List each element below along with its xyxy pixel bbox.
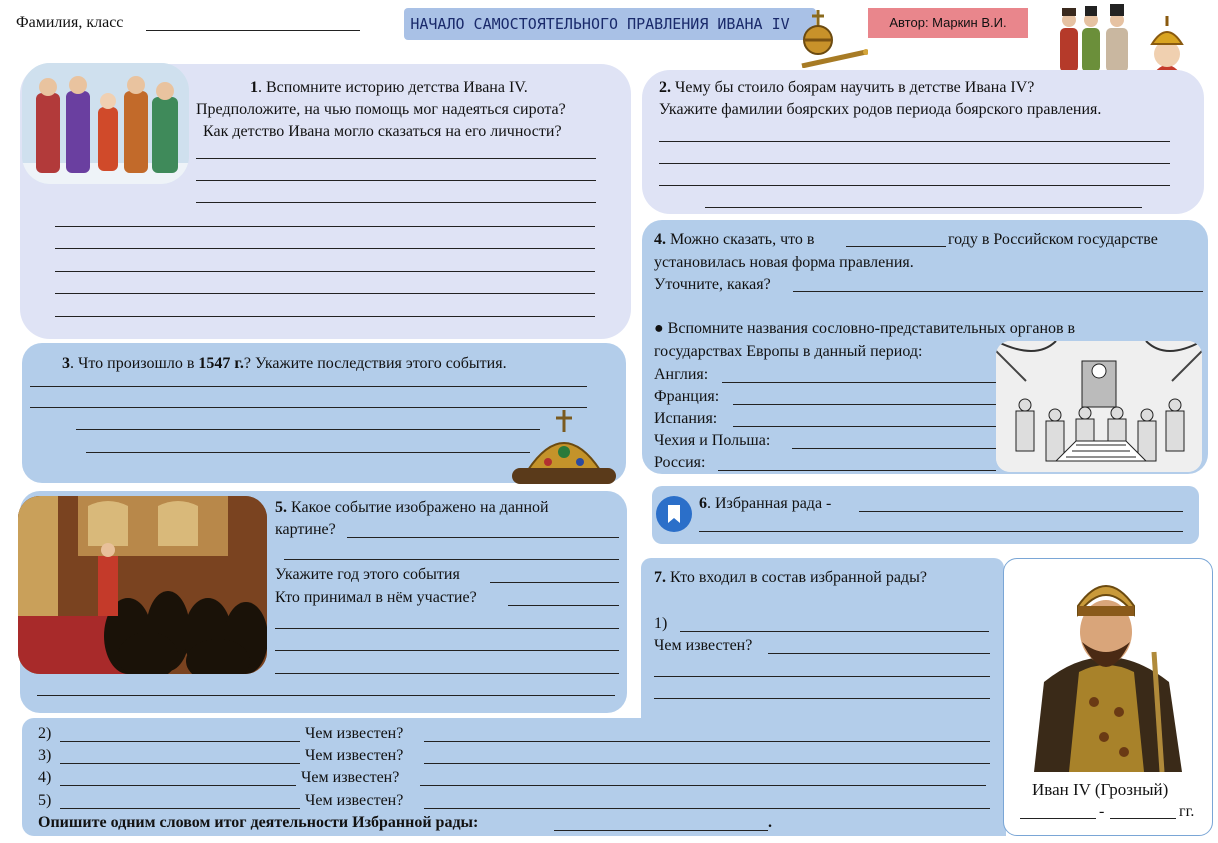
answer-line[interactable] xyxy=(659,163,1170,164)
known-for-label: Чем известен? xyxy=(305,725,404,742)
country-label: Англия: xyxy=(654,366,709,383)
answer-line[interactable] xyxy=(793,291,1203,292)
answer-line[interactable] xyxy=(55,271,595,272)
monomakh-cap-icon xyxy=(508,410,618,484)
answer-line[interactable] xyxy=(196,158,596,159)
answer-line[interactable] xyxy=(508,605,619,606)
answer-line[interactable] xyxy=(196,180,596,181)
known-for-label: Чем известен? xyxy=(305,747,404,764)
question-3-year: 1547 г. xyxy=(198,355,244,372)
year-answer-line[interactable] xyxy=(846,246,946,247)
answer-line[interactable] xyxy=(60,741,300,742)
stoglav-council-painting-picture xyxy=(18,496,267,674)
answer-line[interactable] xyxy=(55,248,595,249)
portrait-caption: Иван IV (Грозный) xyxy=(1032,780,1169,799)
answer-line[interactable] xyxy=(420,785,986,786)
known-for-label: Чем известен? xyxy=(305,792,404,809)
answer-line[interactable] xyxy=(654,698,990,699)
answer-line[interactable] xyxy=(55,226,595,227)
question-3-post: ? Укажите последствия этого события. xyxy=(243,355,507,372)
final-period: . xyxy=(768,814,772,831)
answer-line[interactable] xyxy=(37,695,615,696)
question-5-line-4: Кто принимал в нём участие? xyxy=(275,589,477,606)
answer-line[interactable] xyxy=(859,511,1183,512)
answer-line[interactable] xyxy=(722,382,996,383)
question-2-number: 2. xyxy=(659,79,671,96)
question-4-line-3: Уточните, какая? xyxy=(654,276,771,293)
question-4-line-1b: году в Российском государстве xyxy=(948,231,1158,248)
country-label: Чехия и Польша: xyxy=(654,432,771,449)
question-5-line-1: Какое событие изображено на данной xyxy=(287,499,549,516)
answer-line[interactable] xyxy=(284,559,619,560)
question-6-text: . Избранная рада - xyxy=(707,495,832,512)
answer-line[interactable] xyxy=(792,448,996,449)
orb-sceptre-icon xyxy=(796,6,868,68)
page-title: НАЧАЛО САМОСТОЯТЕЛЬНОГО ПРАВЛЕНИЯ ИВАНА IV xyxy=(410,15,790,33)
country-label: Россия: xyxy=(654,454,706,471)
answer-line[interactable] xyxy=(654,676,990,677)
answer-line[interactable] xyxy=(424,741,990,742)
final-question: Опишите одним словом итог деятельности Избранной рады: xyxy=(38,814,479,831)
ivan-childhood-picture xyxy=(22,63,189,184)
answer-line[interactable] xyxy=(768,653,990,654)
known-for-label: Чем известен? xyxy=(654,637,753,654)
answer-line[interactable] xyxy=(275,628,619,629)
member-number: 1) xyxy=(654,615,668,632)
question-1-line-1: . Вспомните историю детства Ивана IV. xyxy=(258,79,528,96)
answer-line[interactable] xyxy=(275,650,619,651)
question-4-line-5: государствах Европы в данный период: xyxy=(654,343,923,360)
question-7-number: 7. xyxy=(654,569,666,586)
answer-line[interactable] xyxy=(699,531,1183,532)
death-year-line[interactable] xyxy=(1110,818,1176,819)
years-suffix: гг. xyxy=(1179,803,1195,820)
question-2-line-1: Чему бы стоило боярам научить в детстве Ивана IV? xyxy=(671,79,1035,96)
answer-line[interactable] xyxy=(196,202,596,203)
years-separator: - xyxy=(1099,803,1105,820)
question-4-number: 4. xyxy=(654,231,666,248)
author-badge: Автор: Маркин В.И. xyxy=(868,8,1028,38)
member-number: 3) xyxy=(38,747,52,764)
member-number: 5) xyxy=(38,792,52,809)
answer-line[interactable] xyxy=(86,452,530,453)
zemsky-sobor-engraving-picture xyxy=(996,341,1202,472)
member-number: 2) xyxy=(38,725,52,742)
answer-line[interactable] xyxy=(424,808,990,809)
question-5-number: 5. xyxy=(275,499,287,516)
answer-line[interactable] xyxy=(705,207,1142,208)
answer-line[interactable] xyxy=(30,407,587,408)
ivan-iv-portrait-picture xyxy=(1024,562,1189,772)
answer-line[interactable] xyxy=(733,426,996,427)
question-7-line-1: Кто входил в состав избранной рады? xyxy=(666,569,927,586)
country-label: Франция: xyxy=(654,388,720,405)
answer-line[interactable] xyxy=(733,404,996,405)
member-number: 4) xyxy=(38,769,52,786)
question-5-line-3: Укажите год этого события xyxy=(275,566,460,583)
question-3-pre: . Что произошло в xyxy=(70,355,199,372)
question-1-line-3: Как детство Ивана могло сказаться на его личности? xyxy=(203,123,562,140)
answer-line[interactable] xyxy=(55,316,595,317)
answer-line[interactable] xyxy=(347,537,619,538)
question-4-line-2: установилась новая форма правления. xyxy=(654,254,914,271)
question-1-number: 1 xyxy=(250,79,258,96)
name-label: Фамилия, класс xyxy=(16,14,124,31)
answer-line[interactable] xyxy=(659,185,1170,186)
answer-line[interactable] xyxy=(55,293,595,294)
answer-line[interactable] xyxy=(60,808,300,809)
answer-line[interactable] xyxy=(718,470,996,471)
known-for-label: Чем известен? xyxy=(301,769,400,786)
birth-year-line[interactable] xyxy=(1020,818,1096,819)
answer-line[interactable] xyxy=(60,785,296,786)
question-4-line-1a: Можно сказать, что в xyxy=(666,231,815,248)
answer-line[interactable] xyxy=(424,763,990,764)
question-3-number: 3 xyxy=(62,355,70,372)
answer-line[interactable] xyxy=(490,582,619,583)
answer-line[interactable] xyxy=(659,141,1170,142)
question-1-line-2: Предположите, на чью помощь мог надеяться сирота? xyxy=(196,101,566,118)
answer-line[interactable] xyxy=(76,429,540,430)
answer-line[interactable] xyxy=(275,673,619,674)
question-5-line-2: картине? xyxy=(275,521,336,538)
country-label: Испания: xyxy=(654,410,718,427)
answer-line[interactable] xyxy=(30,386,587,387)
answer-line[interactable] xyxy=(60,763,300,764)
name-answer-line[interactable] xyxy=(146,30,360,31)
question-6-number: 6 xyxy=(699,495,707,512)
bookmark-icon[interactable] xyxy=(656,496,692,532)
answer-line[interactable] xyxy=(554,830,768,831)
question-4-line-4: ● Вспомните названия сословно-представительных органов в xyxy=(654,320,1076,337)
question-2-line-2: Укажите фамилии боярских родов периода боярского правления. xyxy=(659,101,1102,118)
answer-line[interactable] xyxy=(680,631,989,632)
boyars-figures-picture xyxy=(1056,4,1136,76)
